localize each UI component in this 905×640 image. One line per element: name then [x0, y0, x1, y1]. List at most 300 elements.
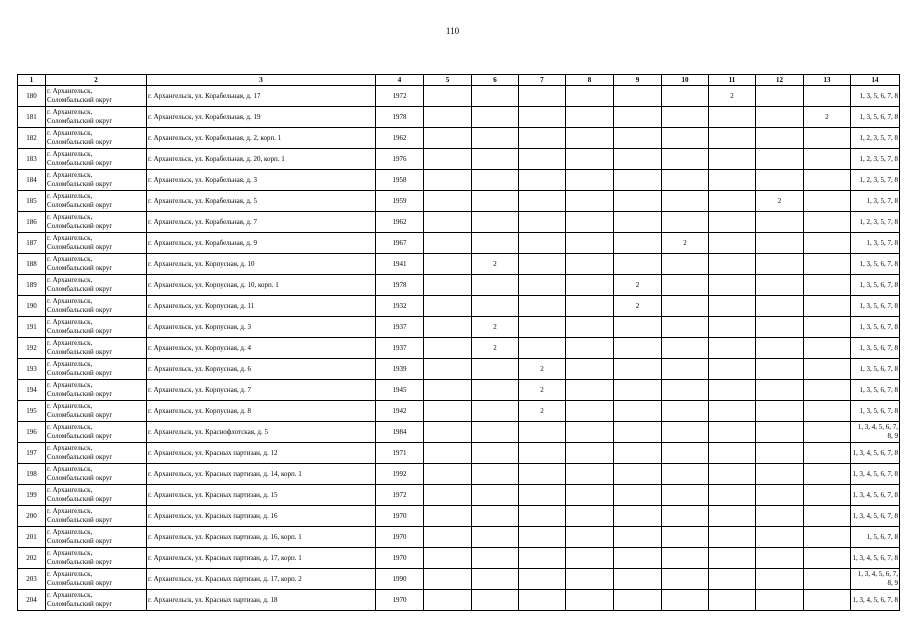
district-cell: [46, 338, 147, 359]
row-number: 196: [18, 422, 46, 443]
col14-cell: 1, 2, 3, 5, 7, 8: [851, 212, 900, 233]
row-number: 189: [18, 275, 46, 296]
col11-cell: [709, 212, 756, 233]
table-row: [18, 128, 900, 149]
year-cell: 1937: [376, 317, 424, 338]
district-cell: [46, 485, 147, 506]
year-cell: 1972: [376, 86, 424, 107]
district-cell: [46, 149, 147, 170]
col9-cell: [614, 380, 662, 401]
table-row: [18, 506, 900, 527]
table-row: [18, 149, 900, 170]
col14-cell: 1, 3, 5, 6, 7, 8: [851, 275, 900, 296]
address-cell: г. Архангельск, ул. Корабельная, д. 3: [147, 170, 376, 191]
row-number: 185: [18, 191, 46, 212]
col6-cell: [472, 86, 519, 107]
col10-cell: [662, 254, 709, 275]
district-okrug: Соломбальский округ: [47, 579, 113, 587]
address-cell: г. Архангельск, ул. Краснофлотская, д. 5: [147, 422, 376, 443]
col10-cell: [662, 191, 709, 212]
col6-cell: [472, 422, 519, 443]
district-city: г. Архангельск,: [47, 360, 93, 368]
col13-cell: [804, 422, 851, 443]
col13-cell: [804, 296, 851, 317]
col13-cell: [804, 275, 851, 296]
district-cell: [46, 380, 147, 401]
district-cell: [46, 569, 147, 590]
table-row: [18, 254, 900, 275]
col6-cell: [472, 443, 519, 464]
col6-cell: [472, 569, 519, 590]
year-cell: 1962: [376, 212, 424, 233]
col14-cell: 1, 3, 5, 6, 7, 8: [851, 338, 900, 359]
col7-cell: [519, 254, 566, 275]
district-city: г. Архангельск,: [47, 255, 93, 263]
col9-cell: [614, 464, 662, 485]
district-cell: [46, 590, 147, 611]
district-city: г. Архангельск,: [47, 192, 93, 200]
col7-cell: 2: [519, 380, 566, 401]
table-row: [18, 170, 900, 191]
col13-cell: [804, 485, 851, 506]
district-city: г. Архангельск,: [47, 339, 93, 347]
col5-cell: [424, 128, 472, 149]
col13-cell: [804, 464, 851, 485]
col8-cell: [566, 359, 614, 380]
col7-cell: [519, 338, 566, 359]
col12-cell: [756, 527, 804, 548]
district-city: г. Архангельск,: [47, 486, 93, 494]
col8-cell: [566, 191, 614, 212]
col9-cell: [614, 128, 662, 149]
col7-cell: [519, 590, 566, 611]
table-row: [18, 464, 900, 485]
col5-cell: [424, 527, 472, 548]
col6-cell: [472, 485, 519, 506]
row-number: 194: [18, 380, 46, 401]
col12-cell: [756, 569, 804, 590]
col8-cell: [566, 485, 614, 506]
col11-cell: [709, 548, 756, 569]
address-cell: г. Архангельск, ул. Корпусная, д. 11: [147, 296, 376, 317]
district-city: г. Архангельск,: [47, 150, 93, 158]
row-number: 193: [18, 359, 46, 380]
col12-cell: [756, 107, 804, 128]
col9-cell: [614, 359, 662, 380]
register-table: [17, 74, 900, 611]
row-number: 181: [18, 107, 46, 128]
col9-cell: [614, 422, 662, 443]
col13-cell: [804, 212, 851, 233]
col12-cell: [756, 380, 804, 401]
col8-cell: [566, 464, 614, 485]
district-cell: [46, 254, 147, 275]
col14-cell: 1, 3, 4, 5, 6, 7, 8: [851, 485, 900, 506]
col14-cell: 1, 2, 3, 5, 7, 8: [851, 149, 900, 170]
col14-cell: 1, 3, 5, 6, 7, 8: [851, 359, 900, 380]
col9-cell: [614, 170, 662, 191]
col12-cell: [756, 359, 804, 380]
row-number: 197: [18, 443, 46, 464]
col9-cell: [614, 86, 662, 107]
col14-cell: 1, 3, 4, 5, 6, 7, 8: [851, 464, 900, 485]
district-cell: [46, 107, 147, 128]
district-okrug: Соломбальский округ: [47, 306, 113, 314]
district-cell: [46, 212, 147, 233]
district-okrug: Соломбальский округ: [47, 117, 113, 125]
col10-cell: [662, 506, 709, 527]
col14-cell: 1, 3, 5, 7, 8: [851, 191, 900, 212]
col9-cell: [614, 569, 662, 590]
address-cell: г. Архангельск, ул. Корпусная, д. 8: [147, 401, 376, 422]
col5-cell: [424, 506, 472, 527]
district-okrug: Соломбальский округ: [47, 537, 113, 545]
district-cell: [46, 191, 147, 212]
address-cell: г. Архангельск, ул. Корабельная, д. 17: [147, 86, 376, 107]
year-cell: 1932: [376, 296, 424, 317]
col13-cell: [804, 569, 851, 590]
district-city: г. Архангельск,: [47, 171, 93, 179]
col8-cell: [566, 527, 614, 548]
col10-cell: [662, 107, 709, 128]
col12-cell: [756, 212, 804, 233]
col8-cell: [566, 338, 614, 359]
address-cell: г. Архангельск, ул. Красных партизан, д. 15: [147, 485, 376, 506]
col8-cell: [566, 128, 614, 149]
row-number: 182: [18, 128, 46, 149]
row-number: 186: [18, 212, 46, 233]
table-row: [18, 422, 900, 443]
col7-cell: [519, 128, 566, 149]
col6-cell: [472, 590, 519, 611]
address-cell: г. Архангельск, ул. Корпусная, д. 4: [147, 338, 376, 359]
col-header-12: 12: [756, 75, 804, 86]
col12-cell: [756, 443, 804, 464]
col10-cell: [662, 296, 709, 317]
col12-cell: [756, 590, 804, 611]
col7-cell: [519, 506, 566, 527]
col14-cell: 1, 3, 4, 5, 6, 7, 8: [851, 506, 900, 527]
col8-cell: [566, 254, 614, 275]
col12-cell: 2: [756, 191, 804, 212]
col9-cell: [614, 443, 662, 464]
col14-cell: 1, 3, 5, 6, 7, 8: [851, 380, 900, 401]
col11-cell: [709, 170, 756, 191]
col5-cell: [424, 443, 472, 464]
col7-cell: [519, 212, 566, 233]
district-city: г. Архангельск,: [47, 108, 93, 116]
col6-cell: [472, 380, 519, 401]
col13-cell: [804, 548, 851, 569]
row-number: 192: [18, 338, 46, 359]
col14-cell: 1, 2, 3, 5, 7, 8: [851, 128, 900, 149]
district-okrug: Соломбальский округ: [47, 453, 113, 461]
col9-cell: 2: [614, 296, 662, 317]
table-row: [18, 485, 900, 506]
district-city: г. Архангельск,: [47, 318, 93, 326]
col6-cell: [472, 233, 519, 254]
district-cell: [46, 422, 147, 443]
col5-cell: [424, 359, 472, 380]
district-city: г. Архангельск,: [47, 591, 93, 599]
col8-cell: [566, 443, 614, 464]
col5-cell: [424, 590, 472, 611]
col6-cell: 2: [472, 254, 519, 275]
district-city: г. Архангельск,: [47, 465, 93, 473]
district-okrug: Соломбальский округ: [47, 180, 113, 188]
row-number: 195: [18, 401, 46, 422]
col9-cell: [614, 401, 662, 422]
district-okrug: Соломбальский округ: [47, 201, 113, 209]
col5-cell: [424, 86, 472, 107]
district-city: г. Архангельск,: [47, 402, 93, 410]
col11-cell: [709, 296, 756, 317]
district-okrug: Соломбальский округ: [47, 138, 113, 146]
col8-cell: [566, 380, 614, 401]
col9-cell: [614, 254, 662, 275]
col11-cell: [709, 569, 756, 590]
col12-cell: [756, 149, 804, 170]
col9-cell: [614, 233, 662, 254]
col5-cell: [424, 422, 472, 443]
col10-cell: [662, 149, 709, 170]
col-header-4: 4: [376, 75, 424, 86]
district-cell: [46, 443, 147, 464]
address-cell: г. Архангельск, ул. Корпусная, д. 3: [147, 317, 376, 338]
col5-cell: [424, 569, 472, 590]
year-cell: 1970: [376, 527, 424, 548]
district-city: г. Архангельск,: [47, 234, 93, 242]
col6-cell: [472, 149, 519, 170]
page-number: 110: [445, 26, 460, 36]
col12-cell: [756, 233, 804, 254]
year-cell: 1984: [376, 422, 424, 443]
col12-cell: [756, 275, 804, 296]
year-cell: 1942: [376, 401, 424, 422]
address-cell: г. Архангельск, ул. Корпусная, д. 10, корп. 1: [147, 275, 376, 296]
year-cell: 1992: [376, 464, 424, 485]
col6-cell: [472, 170, 519, 191]
year-cell: 1937: [376, 338, 424, 359]
row-number: 198: [18, 464, 46, 485]
col13-cell: [804, 170, 851, 191]
address-cell: г. Архангельск, ул. Красных партизан, д. 18: [147, 590, 376, 611]
col11-cell: [709, 422, 756, 443]
col13-cell: [804, 359, 851, 380]
district-okrug: Соломбальский округ: [47, 516, 113, 524]
district-okrug: Соломбальский округ: [47, 285, 113, 293]
col14-cell: 1, 3, 4, 5, 6, 7, 8: [851, 443, 900, 464]
district-okrug: Соломбальский округ: [47, 264, 113, 272]
col7-cell: [519, 485, 566, 506]
col6-cell: [472, 128, 519, 149]
col5-cell: [424, 254, 472, 275]
col12-cell: [756, 464, 804, 485]
col14-cell: 1, 3, 5, 7, 8: [851, 233, 900, 254]
col7-cell: [519, 107, 566, 128]
col5-cell: [424, 548, 472, 569]
col11-cell: [709, 380, 756, 401]
col11-cell: [709, 233, 756, 254]
col12-cell: [756, 317, 804, 338]
col5-cell: [424, 338, 472, 359]
year-cell: 1962: [376, 128, 424, 149]
col13-cell: [804, 254, 851, 275]
address-cell: г. Архангельск, ул. Корабельная, д. 2, корп. 1: [147, 128, 376, 149]
col10-cell: [662, 443, 709, 464]
district-okrug: Соломбальский округ: [47, 369, 113, 377]
col13-cell: [804, 443, 851, 464]
year-cell: 1958: [376, 170, 424, 191]
year-cell: 1970: [376, 506, 424, 527]
table-row: [18, 317, 900, 338]
col7-cell: [519, 233, 566, 254]
col-header-7: 7: [519, 75, 566, 86]
table-row: [18, 590, 900, 611]
col10-cell: [662, 275, 709, 296]
col10-cell: [662, 359, 709, 380]
col7-cell: [519, 296, 566, 317]
table-row: [18, 233, 900, 254]
col6-cell: [472, 359, 519, 380]
col5-cell: [424, 149, 472, 170]
table-row: [18, 359, 900, 380]
col-header-2: 2: [46, 75, 147, 86]
row-number: 183: [18, 149, 46, 170]
row-number: 191: [18, 317, 46, 338]
row-number: 202: [18, 548, 46, 569]
district-city: г. Архангельск,: [47, 507, 93, 515]
col7-cell: [519, 86, 566, 107]
col14-cell: 1, 3, 5, 6, 7, 8: [851, 86, 900, 107]
address-cell: г. Архангельск, ул. Корабельная, д. 9: [147, 233, 376, 254]
address-cell: г. Архангельск, ул. Красных партизан, д. 17, корп. 1: [147, 548, 376, 569]
col10-cell: 2: [662, 233, 709, 254]
table-row: [18, 212, 900, 233]
row-number: 190: [18, 296, 46, 317]
col8-cell: [566, 275, 614, 296]
district-cell: [46, 401, 147, 422]
year-cell: 1978: [376, 107, 424, 128]
col7-cell: [519, 170, 566, 191]
col13-cell: [804, 527, 851, 548]
col8-cell: [566, 296, 614, 317]
col14-cell: 1, 3, 4, 5, 6, 7, 8: [851, 548, 900, 569]
district-okrug: Соломбальский округ: [47, 432, 113, 440]
col7-cell: [519, 527, 566, 548]
col12-cell: [756, 170, 804, 191]
col14-cell: 1, 3, 5, 6, 7, 8: [851, 401, 900, 422]
col14-cell: 1, 3, 4, 5, 6, 7, 8, 9: [851, 569, 900, 590]
col11-cell: [709, 107, 756, 128]
district-okrug: Соломбальский округ: [47, 390, 113, 398]
district-cell: [46, 170, 147, 191]
col14-cell: 1, 3, 5, 6, 7, 8: [851, 107, 900, 128]
col8-cell: [566, 107, 614, 128]
col9-cell: [614, 548, 662, 569]
col7-cell: [519, 191, 566, 212]
col9-cell: [614, 191, 662, 212]
address-cell: г. Архангельск, ул. Красных партизан, д. 14, корп. 1: [147, 464, 376, 485]
table-row: [18, 443, 900, 464]
col8-cell: [566, 317, 614, 338]
col7-cell: [519, 149, 566, 170]
col12-cell: [756, 401, 804, 422]
col13-cell: [804, 86, 851, 107]
col6-cell: [472, 401, 519, 422]
col6-cell: [472, 107, 519, 128]
col8-cell: [566, 422, 614, 443]
col9-cell: [614, 590, 662, 611]
col12-cell: [756, 296, 804, 317]
year-cell: 1959: [376, 191, 424, 212]
col12-cell: [756, 485, 804, 506]
col8-cell: [566, 401, 614, 422]
col14-cell: 1, 3, 5, 6, 7, 8: [851, 317, 900, 338]
district-city: г. Архангельск,: [47, 528, 93, 536]
col11-cell: [709, 254, 756, 275]
col13-cell: [804, 149, 851, 170]
col8-cell: [566, 569, 614, 590]
row-number: 204: [18, 590, 46, 611]
col-header-13: 13: [804, 75, 851, 86]
col13-cell: [804, 506, 851, 527]
district-okrug: Соломбальский округ: [47, 96, 113, 104]
district-cell: [46, 506, 147, 527]
col13-cell: [804, 191, 851, 212]
col14-cell: 1, 3, 4, 5, 6, 7, 8: [851, 590, 900, 611]
col11-cell: [709, 527, 756, 548]
col6-cell: [472, 506, 519, 527]
district-cell: [46, 233, 147, 254]
col9-cell: 2: [614, 275, 662, 296]
col13-cell: [804, 317, 851, 338]
col13-cell: [804, 380, 851, 401]
address-cell: г. Архангельск, ул. Корпусная, д. 6: [147, 359, 376, 380]
col8-cell: [566, 170, 614, 191]
col12-cell: [756, 254, 804, 275]
col10-cell: [662, 212, 709, 233]
col12-cell: [756, 422, 804, 443]
col10-cell: [662, 317, 709, 338]
district-cell: [46, 527, 147, 548]
col11-cell: [709, 485, 756, 506]
address-cell: г. Архангельск, ул. Корабельная, д. 19: [147, 107, 376, 128]
address-cell: г. Архангельск, ул. Корабельная, д. 5: [147, 191, 376, 212]
col5-cell: [424, 233, 472, 254]
col13-cell: [804, 401, 851, 422]
col9-cell: [614, 317, 662, 338]
col13-cell: [804, 233, 851, 254]
col14-cell: 1, 3, 4, 5, 6, 7, 8, 9: [851, 422, 900, 443]
col-header-5: 5: [424, 75, 472, 86]
row-number: 199: [18, 485, 46, 506]
district-city: г. Архангельск,: [47, 423, 93, 431]
col9-cell: [614, 506, 662, 527]
col7-cell: [519, 464, 566, 485]
col11-cell: [709, 128, 756, 149]
address-cell: г. Архангельск, ул. Корабельная, д. 20, корп. 1: [147, 149, 376, 170]
year-cell: 1939: [376, 359, 424, 380]
table-row: [18, 380, 900, 401]
col11-cell: [709, 464, 756, 485]
col11-cell: [709, 317, 756, 338]
col10-cell: [662, 464, 709, 485]
col5-cell: [424, 485, 472, 506]
col11-cell: [709, 149, 756, 170]
col12-cell: [756, 86, 804, 107]
col9-cell: [614, 107, 662, 128]
